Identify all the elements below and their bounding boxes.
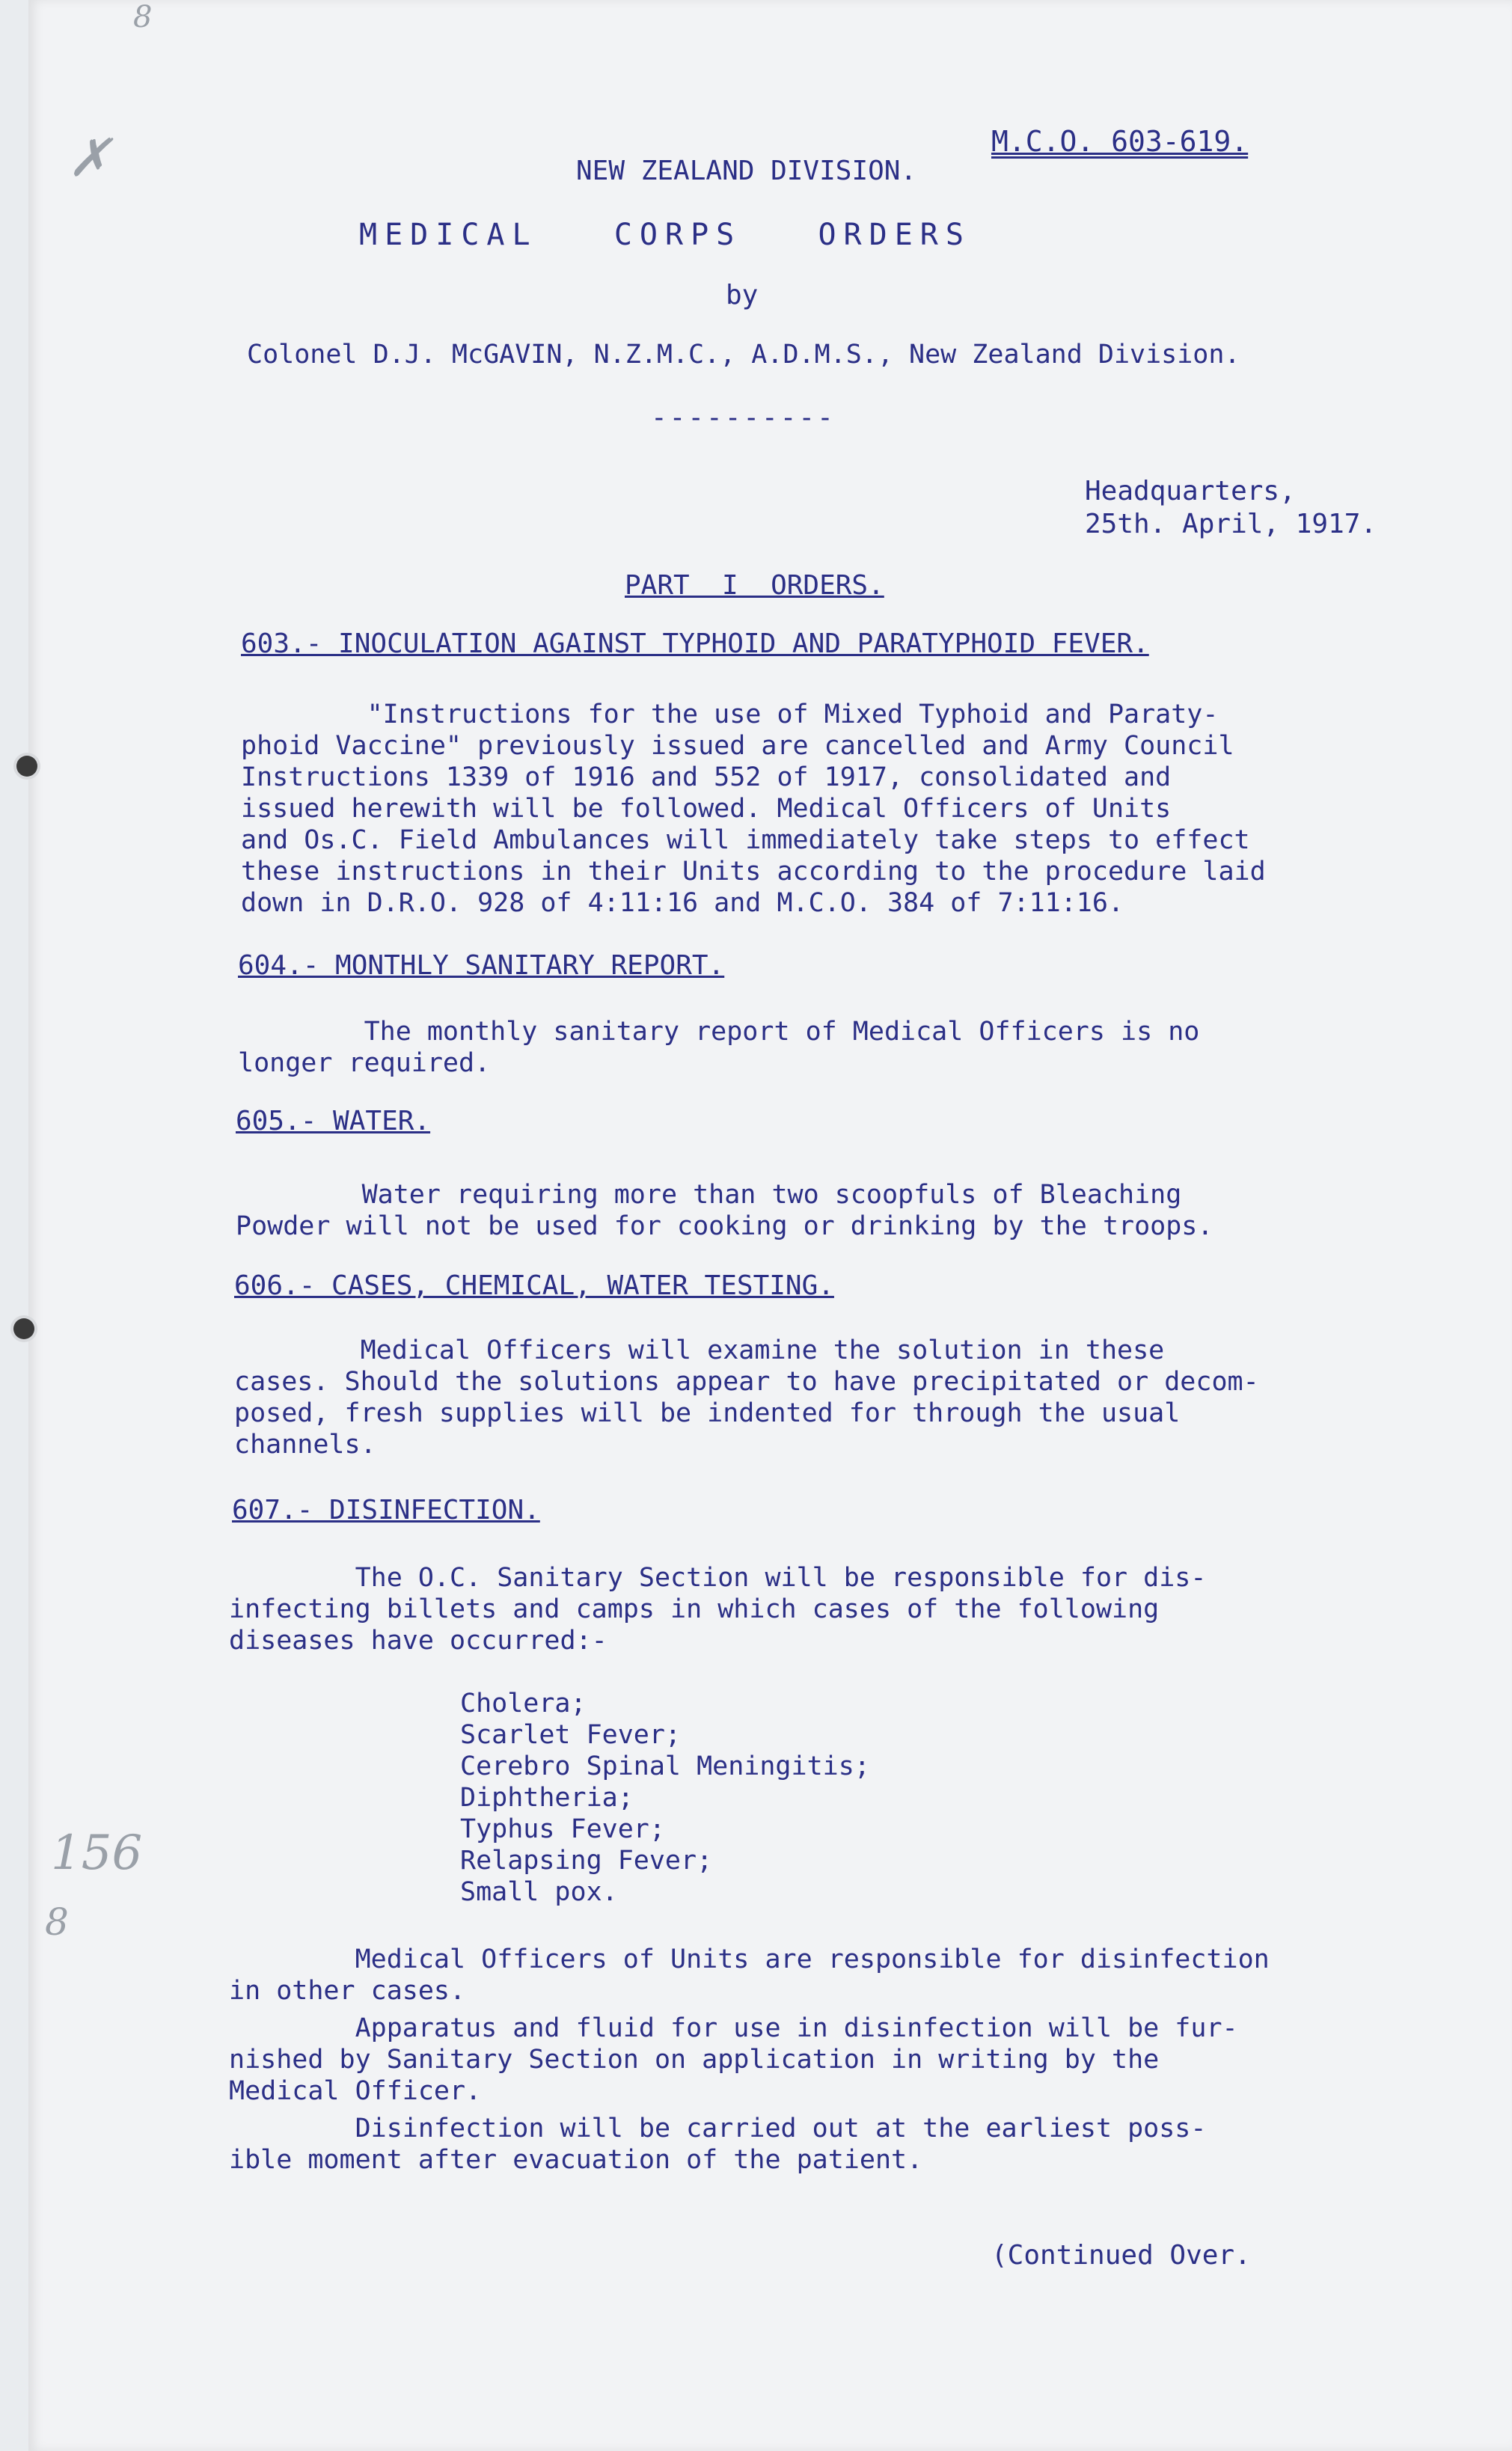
disease-item: Relapsing Fever; <box>460 1846 713 1876</box>
punch-hole <box>16 756 37 777</box>
section-606-heading: 606.- CASES, CHEMICAL, WATER TESTING. <box>234 1270 834 1301</box>
disease-list <box>460 1688 870 1908</box>
section-606-body: Medical Officers will examine the solution in these cases. Should the solutions appear to have precipitated or decom- posed, fresh supplies will be indented for through the usual channels. <box>234 1335 1259 1460</box>
disease-item: Cholera; <box>460 1689 587 1719</box>
section-603-body: "Instructions for the use of Mixed Typhoid and Paraty- phoid Vaccine" previously issued are cancelled and Army Council Instructions 1339 of 1916 and 552 of 1917, consolidated and issued herewith will be followed. Medical Officers of Units and Os.C. Field Ambulances will immediately take steps to effect these instructions in their Units according to the procedure laid down in D.R.O. 928 of 4:11:16 and M.C.O. 384 of 7:11:16. <box>241 700 1266 918</box>
section-607-heading: 607.- DISINFECTION. <box>232 1495 540 1526</box>
section-603-heading: 603.- INOCULATION AGAINST TYPHOID AND PARATYPHOID FEVER. <box>241 628 1149 659</box>
disease-item: Cerebro Spinal Meningitis; <box>460 1751 870 1781</box>
section-604-heading: 604.- MONTHLY SANITARY REPORT. <box>238 950 725 981</box>
section-605-body: Water requiring more than two scoopfuls of Bleaching Powder will not be used for cooking or drinking by the troops. <box>236 1180 1213 1241</box>
section-607-para2: Medical Officers of Units are responsible for disinfection in other cases. <box>229 1944 1270 2006</box>
orders-title: MEDICAL CORPS ORDERS <box>359 218 971 252</box>
section-607-para4: Disinfection will be carried out at the earliest poss- ible moment after evacuation of the patient. <box>229 2114 1207 2175</box>
pencil-mark: 156 <box>51 1826 143 1881</box>
section-607-para3: Apparatus and fluid for use in disinfection will be fur- nished by Sanitary Section on application in writing by the Medical Officer. <box>229 2013 1238 2106</box>
pencil-mark: ✗ <box>67 127 111 189</box>
disease-item: Small pox. <box>460 1877 618 1907</box>
disease-item: Diphtheria; <box>460 1783 634 1813</box>
pencil-mark: 8 <box>45 1900 69 1944</box>
order-date: 25th. April, 1917. <box>1085 509 1377 539</box>
disease-item: Typhus Fever; <box>460 1814 665 1844</box>
section-605-heading: 605.- WATER. <box>236 1106 431 1136</box>
part-heading: PART I ORDERS. <box>625 570 884 601</box>
division-title: NEW ZEALAND DIVISION. <box>576 156 917 186</box>
section-607-body: The O.C. Sanitary Section will be responsible for dis- infecting billets and camps in which cases of the following diseases have occurred:- <box>229 1563 1207 1656</box>
separator: ---------- <box>651 403 836 433</box>
colonel-line: Colonel D.J. McGAVIN, N.Z.M.C., A.D.M.S., New Zealand Division. <box>247 340 1240 370</box>
punch-hole <box>13 1318 34 1339</box>
section-604-body: The monthly sanitary report of Medical Officers is no longer required. <box>238 1017 1200 1078</box>
continued-over: (Continued Over. <box>991 2240 1251 2271</box>
document-reference: M.C.O. 603-619. <box>991 125 1249 158</box>
headquarters: Headquarters, <box>1085 476 1296 507</box>
pencil-mark: 8 <box>133 0 153 34</box>
by-line: by <box>726 280 759 310</box>
disease-item: Scarlet Fever; <box>460 1720 682 1750</box>
